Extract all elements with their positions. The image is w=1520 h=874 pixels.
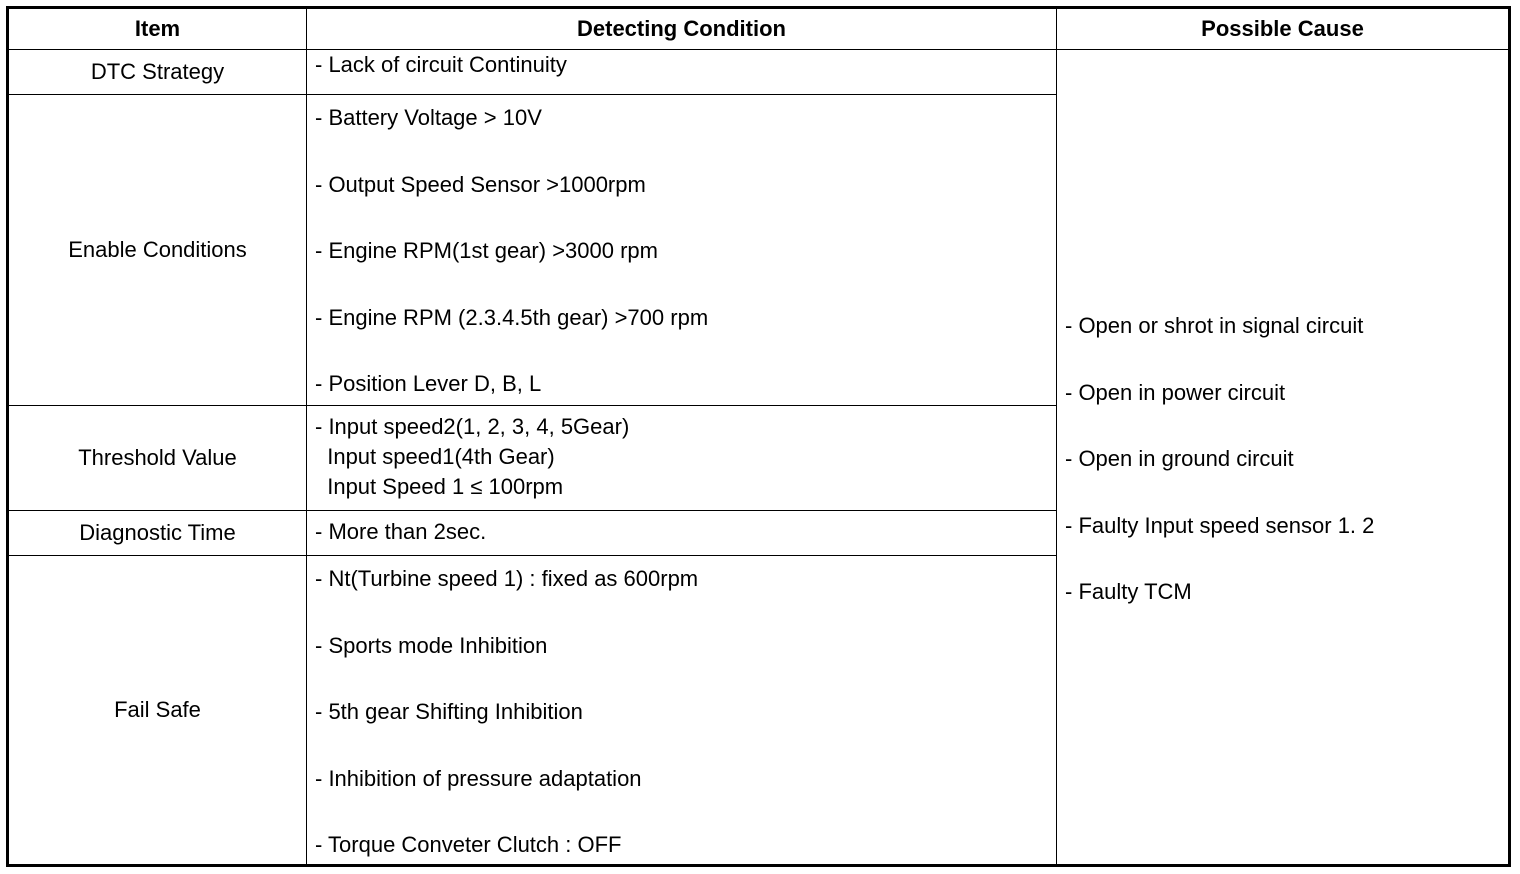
item-enable-conditions: Enable Conditions bbox=[8, 95, 307, 406]
cause-line: - Faulty TCM bbox=[1065, 579, 1192, 605]
cause-line: - Open in power circuit bbox=[1065, 379, 1286, 405]
condition-cell bbox=[307, 511, 1057, 556]
condition-cell bbox=[307, 50, 1057, 95]
condition-cell bbox=[307, 95, 1057, 406]
condition-line: - Engine RPM(1st gear) >3000 rpm bbox=[315, 238, 658, 264]
header-item: Item bbox=[8, 8, 307, 50]
table-row bbox=[8, 50, 1510, 95]
condition-cell bbox=[307, 556, 1057, 866]
header-detecting-condition: Detecting Condition bbox=[307, 8, 1057, 50]
condition-line: - Input speed2(1, 2, 3, 4, 5Gear) bbox=[315, 414, 630, 439]
header-row bbox=[8, 8, 1510, 50]
condition-line: - Battery Voltage > 10V bbox=[315, 105, 542, 130]
cause-line: - Open in ground circuit bbox=[1065, 446, 1294, 472]
condition-line: - Lack of circuit Continuity bbox=[315, 52, 567, 77]
cause-line: - Faulty Input speed sensor 1. 2 bbox=[1065, 512, 1375, 538]
dtc-table bbox=[6, 6, 1511, 867]
cause-line: - Open or shrot in signal circuit bbox=[1065, 313, 1364, 338]
condition-line: - 5th gear Shifting Inhibition bbox=[315, 699, 583, 725]
condition-line: - Nt(Turbine speed 1) : fixed as 600rpm bbox=[315, 566, 699, 591]
condition-line: Input Speed 1 ≤ 100rpm bbox=[315, 474, 564, 499]
item-diagnostic-time: Diagnostic Time bbox=[8, 511, 307, 556]
item-fail-safe: Fail Safe bbox=[8, 556, 307, 866]
condition-line: - Engine RPM (2.3.4.5th gear) >700 rpm bbox=[315, 304, 709, 330]
item-threshold-value: Threshold Value bbox=[8, 406, 307, 511]
item-dtc-strategy: DTC Strategy bbox=[8, 50, 307, 95]
possible-cause-cell bbox=[1057, 50, 1510, 866]
condition-line: - Inhibition of pressure adaptation bbox=[315, 765, 642, 791]
condition-line: - More than 2sec. bbox=[315, 519, 487, 544]
condition-line: Input speed1(4th Gear) bbox=[315, 444, 555, 469]
condition-line: - Position Lever D, B, L bbox=[315, 371, 542, 397]
header-possible-cause: Possible Cause bbox=[1057, 8, 1510, 50]
condition-line: - Sports mode Inhibition bbox=[315, 632, 548, 658]
condition-line: - Output Speed Sensor >1000rpm bbox=[315, 171, 646, 197]
condition-line: - Torque Conveter Clutch : OFF bbox=[315, 832, 622, 858]
condition-cell bbox=[307, 406, 1057, 511]
